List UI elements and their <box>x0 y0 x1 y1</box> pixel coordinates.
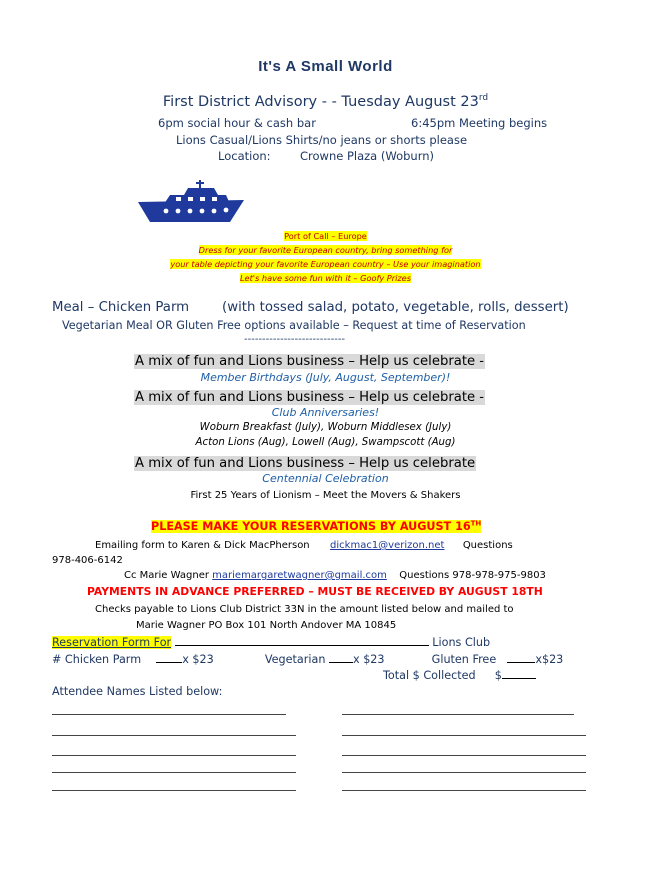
promo-line-2: Dress for your favorite European country, bring something for <box>198 245 453 255</box>
checks-line-1: Checks payable to Lions Club District 33N in the amount listed below and mailed to <box>95 604 514 615</box>
celebration-sub-3: Centennial Celebration <box>262 472 389 485</box>
attendee-line[interactable] <box>342 772 586 773</box>
attendee-line[interactable] <box>342 714 574 715</box>
checks-line-2: Marie Wagner PO Box 101 North Andover MA 10845 <box>136 620 397 631</box>
attendee-line[interactable] <box>342 735 586 736</box>
celebration-heading-3 <box>134 452 476 471</box>
veg-qty-field[interactable] <box>329 662 353 663</box>
dress-code: Lions Casual/Lions Shirts/no jeans or shorts please <box>176 133 468 147</box>
event-subtitle <box>0 93 651 110</box>
reservation-notice <box>151 519 481 533</box>
reservation-form-row <box>52 636 490 649</box>
quantity-row <box>52 653 563 666</box>
reservation-notice-sup: TH <box>470 519 482 527</box>
contact-1-text: Emailing form to Karen & Dick MacPherson <box>95 540 310 551</box>
contact-1-phone: 978-406-6142 <box>52 555 123 566</box>
attendee-line[interactable] <box>342 790 586 791</box>
reservation-form-suffix: Lions Club <box>432 636 491 649</box>
celebration-sub-1: Member Birthdays (July, August, September)! <box>200 371 451 384</box>
total-label: Total $ Collected <box>383 669 476 682</box>
total-field[interactable] <box>502 678 536 679</box>
celebration-detail-3: First 25 Years of Lionism – Meet the Movers & Shakers <box>190 490 461 501</box>
event-subtitle-text: First District Advisory - - Tuesday August 23 <box>162 93 479 110</box>
total-row <box>383 669 536 682</box>
celebration-heading-3-text: A mix of fun and Lions business – Help us celebrate <box>135 456 476 471</box>
attendee-line[interactable] <box>52 772 296 773</box>
contact-2-email-link[interactable]: mariemargaretwagner@gmail.com <box>212 570 387 581</box>
celebration-heading-1-text: A mix of fun and Lions business – Help us celebrate - <box>135 354 485 369</box>
reservation-form-label: Reservation Form For <box>52 636 172 649</box>
attendee-line[interactable] <box>52 755 296 756</box>
contact-1-email-link[interactable]: dickmac1@verizon.net <box>330 540 445 551</box>
celebration-heading-2-text: A mix of fun and Lions business – Help us celebrate - <box>135 390 485 405</box>
veg-price: x $23 <box>353 653 385 666</box>
promo-port-of-call <box>0 231 651 241</box>
meal-sides: (with tossed salad, potato, vegetable, rolls, dessert) <box>222 300 569 315</box>
location-value: Crowne Plaza (Woburn) <box>300 149 434 163</box>
contact-1-questions: Questions <box>462 540 513 551</box>
page-title: It's A Small World <box>258 58 393 75</box>
promo-table <box>0 259 651 269</box>
celebration-detail-2b: Acton Lions (Aug), Lowell (Aug), Swampscott (Aug) <box>195 437 456 448</box>
promo-fun <box>0 273 651 283</box>
celebration-heading-2 <box>134 386 485 405</box>
meal-options: Vegetarian Meal OR Gluten Free options available – Request at time of Reservation <box>62 319 526 332</box>
attendee-line[interactable] <box>52 714 286 715</box>
attendee-line[interactable] <box>342 755 586 756</box>
celebration-sub-2: Club Anniversaries! <box>271 406 380 419</box>
chicken-label: # Chicken Parm <box>52 653 142 666</box>
contact-2 <box>124 570 546 581</box>
gf-price: x$23 <box>535 653 564 666</box>
chicken-qty-field[interactable] <box>156 662 182 663</box>
gf-qty-field[interactable] <box>507 662 535 663</box>
event-subtitle-sup: rd <box>478 93 489 103</box>
attendee-line[interactable] <box>52 790 296 791</box>
celebration-detail-2a: Woburn Breakfast (July), Woburn Middlesex (July) <box>199 422 452 433</box>
schedule-meeting: 6:45pm Meeting begins <box>411 116 548 130</box>
cruise-ship-icon <box>136 178 246 226</box>
veg-label: Vegetarian <box>264 653 326 666</box>
location-label: Location: <box>218 149 271 163</box>
payments-notice: PAYMENTS IN ADVANCE PREFERRED – MUST BE RECEIVED BY AUGUST 18TH <box>87 585 543 598</box>
attendees-label: Attendee Names Listed below: <box>52 685 223 698</box>
promo-line-4: Let's have some fun with it – Goofy Prizes <box>239 273 411 283</box>
contact-1 <box>95 540 513 551</box>
contact-2-questions: Questions 978-978-975-9803 <box>399 570 546 581</box>
celebration-heading-1 <box>134 350 485 369</box>
attendee-line[interactable] <box>52 735 296 736</box>
schedule-social: 6pm social hour & cash bar <box>158 116 316 130</box>
contact-2-text: Cc Marie Wagner <box>124 570 209 581</box>
meal-divider: ---------------------------- <box>244 334 346 345</box>
promo-line-1: Port of Call – Europe <box>284 231 367 241</box>
total-prefix: $ <box>494 669 502 682</box>
chicken-price: x $23 <box>182 653 214 666</box>
gf-label: Gluten Free <box>431 653 497 666</box>
club-name-field[interactable] <box>175 645 429 646</box>
promo-line-3: your table depicting your favorite European country – Use your imagination <box>170 259 481 269</box>
reservation-notice-main: PLEASE MAKE YOUR RESERVATIONS BY AUGUST 16 <box>151 519 471 533</box>
promo-dress <box>0 245 651 255</box>
meal-main: Meal – Chicken Parm <box>52 300 190 315</box>
reservation-notice-text <box>151 520 481 533</box>
